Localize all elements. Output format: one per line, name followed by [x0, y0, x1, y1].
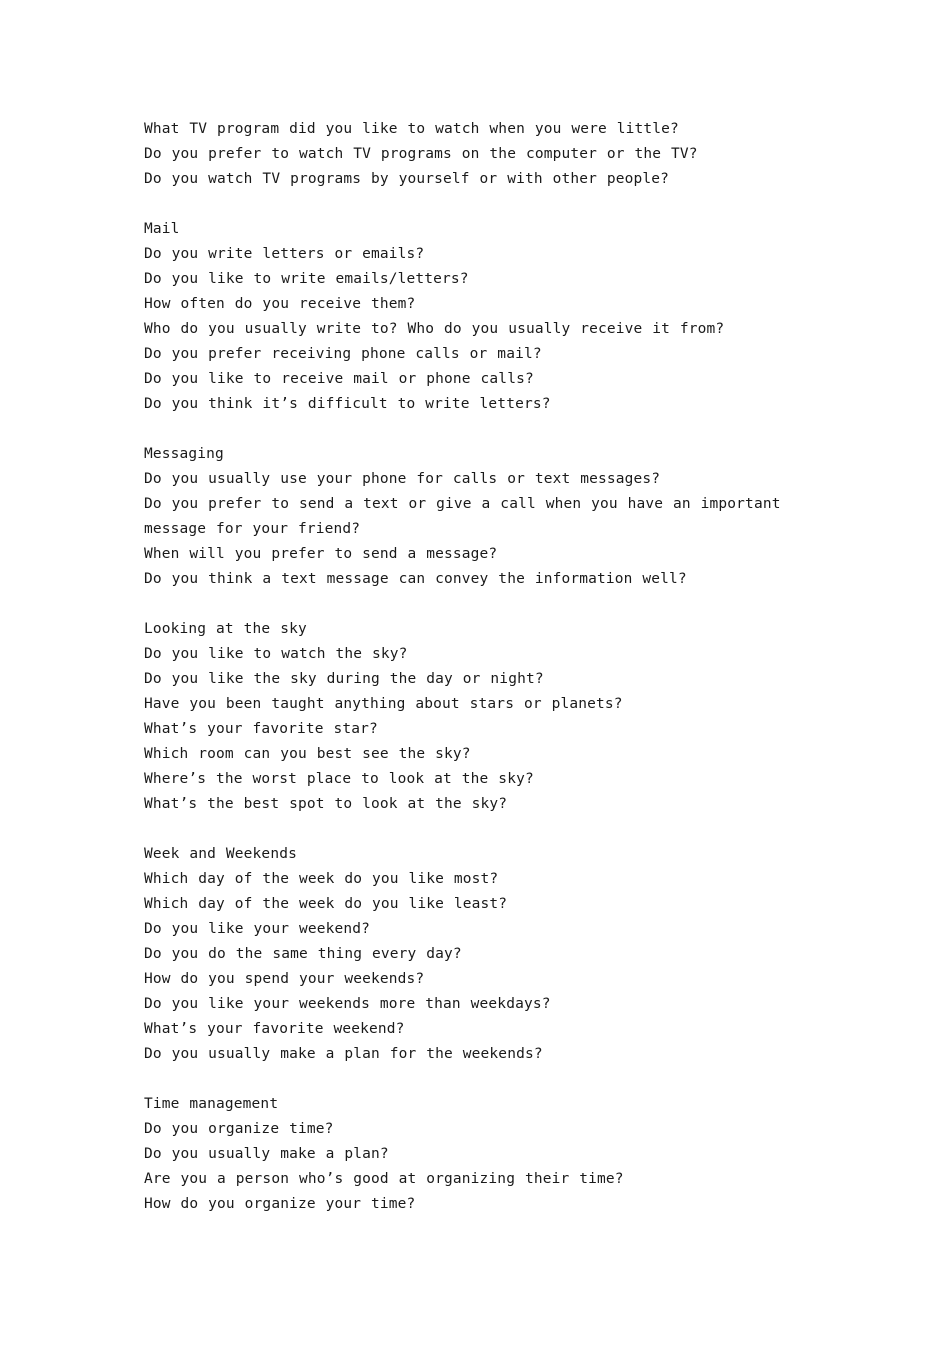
- question-line: How do you organize your time?: [144, 1196, 416, 1212]
- question-line: What’s your favorite star?: [144, 721, 378, 737]
- section-heading: Week and Weekends: [144, 846, 297, 862]
- question-line: Have you been taught anything about stars or planets?: [144, 696, 623, 712]
- question-line: What TV program did you like to watch when you were little?: [144, 121, 679, 137]
- section-heading: Messaging: [144, 446, 224, 462]
- question-line: Do you like your weekend?: [144, 921, 370, 937]
- question-line: When will you prefer to send a message?: [144, 546, 498, 562]
- section-heading: Mail: [144, 221, 180, 237]
- question-line: Do you like to write emails/letters?: [144, 271, 469, 287]
- question-line: How often do you receive them?: [144, 296, 416, 312]
- section-heading: Time management: [144, 1096, 279, 1112]
- section-looking-at-the-sky: [144, 617, 824, 817]
- question-line: Are you a person who’s good at organizing their time?: [144, 1171, 624, 1187]
- question-line: Do you prefer to watch TV programs on the computer or the TV?: [144, 146, 698, 162]
- question-line: Do you think it’s difficult to write letters?: [144, 396, 551, 412]
- section-tv: [144, 117, 824, 192]
- document-body: [144, 117, 824, 1242]
- question-line: Do you prefer receiving phone calls or mail?: [144, 346, 542, 362]
- question-line: Do you organize time?: [144, 1121, 334, 1137]
- question-line: Do you like to receive mail or phone calls?: [144, 371, 534, 387]
- question-line: Do you like to watch the sky?: [144, 646, 408, 662]
- question-line: Do you usually make a plan?: [144, 1146, 389, 1162]
- question-line: Do you usually make a plan for the weekends?: [144, 1046, 543, 1062]
- question-line: What’s the best spot to look at the sky?: [144, 796, 508, 812]
- section-heading: Looking at the sky: [144, 621, 307, 637]
- question-line: Do you prefer to send a text or give a call when you have an important message for your friend?: [144, 496, 781, 537]
- question-line: Who do you usually write to? Who do you usually receive it from?: [144, 321, 725, 337]
- question-line: How do you spend your weekends?: [144, 971, 425, 987]
- question-line: Which day of the week do you like most?: [144, 871, 499, 887]
- section-time-management: [144, 1092, 824, 1217]
- section-messaging: [144, 442, 824, 592]
- section-week-and-weekends: [144, 842, 824, 1067]
- question-line: Which day of the week do you like least?: [144, 896, 508, 912]
- question-line: Where’s the worst place to look at the sky?: [144, 771, 534, 787]
- question-line: Do you like the sky during the day or night?: [144, 671, 544, 687]
- question-line: Do you watch TV programs by yourself or with other people?: [144, 171, 670, 187]
- question-line: Do you usually use your phone for calls or text messages?: [144, 471, 661, 487]
- question-line: What’s your favorite weekend?: [144, 1021, 405, 1037]
- question-line: Do you like your weekends more than weekdays?: [144, 996, 551, 1012]
- question-line: Do you do the same thing every day?: [144, 946, 462, 962]
- question-line: Do you think a text message can convey the information well?: [144, 571, 687, 587]
- question-line: Do you write letters or emails?: [144, 246, 425, 262]
- question-line: Which room can you best see the sky?: [144, 746, 471, 762]
- section-mail: [144, 217, 824, 417]
